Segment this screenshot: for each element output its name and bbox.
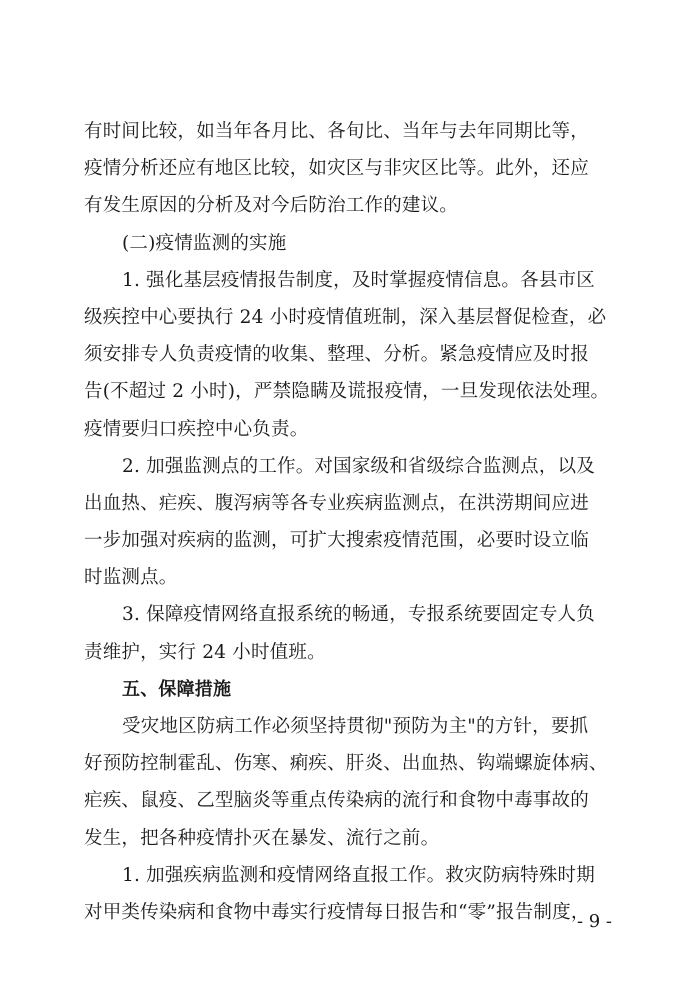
paragraph-line-19: 疟疾、鼠疫、乙型脑炎等重点传染病的流行和食物中毒事故的 (84, 790, 589, 812)
paragraph-line-9: 疫情要归口疾控中心负责。 (84, 418, 309, 440)
paragraph-line-1: 有时间比较，如当年各月比、各旬比、当年与去年同期比等， (84, 121, 589, 142)
paragraph-line-15: 责维护，实行 24 小时值班。 (84, 641, 326, 663)
paragraph-line-20: 发生，把各种疫情扑灭在暴发、流行之前。 (84, 827, 440, 849)
section-subheading: (二)疫情监测的实施 (122, 232, 287, 254)
document-page (84, 113, 620, 931)
paragraph-line-12: 一步加强对疾病的监测，可扩大搜索疫情范围，必要时设立临 (84, 530, 589, 552)
paragraph-line-8: 告(不超过 2 小时)，严禁隐瞒及谎报疫情，一旦发现依法处理。 (84, 381, 610, 403)
paragraph-line-3: 有发生原因的分析及对今后防治工作的建议。 (84, 195, 459, 217)
paragraph-line-10: 2. 加强监测点的工作。对国家级和省级综合监测点，以及 (122, 455, 595, 477)
paragraph-line-13: 时监测点。 (84, 567, 178, 589)
paragraph-line-14: 3. 保障疫情网络直报系统的畅通，专报系统要固定专人负 (122, 604, 595, 626)
paragraph-line-7: 须安排专人负责疫情的收集、整理、分析。紧急疫情应及时报 (84, 344, 589, 366)
paragraph-line-18: 好预防控制霍乱、伤寒、痢疾、肝炎、出血热、钩端螺旋体病、 (84, 753, 608, 775)
paragraph-line-21: 1. 加强疾病监测和疫情网络直报工作。救灾防病特殊时期 (122, 864, 595, 886)
paragraph-line-2: 疫情分析还应有地区比较，如灾区与非灾区比等。此外，还应 (84, 158, 589, 180)
section-heading: 五、保障措施 (122, 678, 232, 700)
paragraph-line-11: 出血热、疟疾、腹泻病等各专业疾病监测点，在洪涝期间应进 (84, 492, 589, 514)
paragraph-line-6: 级疾控中心要执行 24 小时疫情值班制，深入基层督促检查，必 (84, 306, 607, 328)
paragraph-line-17: 受灾地区防病工作必须坚持贯彻"预防为主"的方针，要抓 (122, 716, 589, 737)
paragraph-line-22: 对甲类传染病和食物中毒实行疫情每日报告和“零”报告制度， (84, 901, 590, 923)
paragraph-line-5: 1. 强化基层疫情报告制度，及时掌握疫情信息。各县市区 (122, 269, 595, 291)
page-number: - 9 - (576, 911, 612, 932)
